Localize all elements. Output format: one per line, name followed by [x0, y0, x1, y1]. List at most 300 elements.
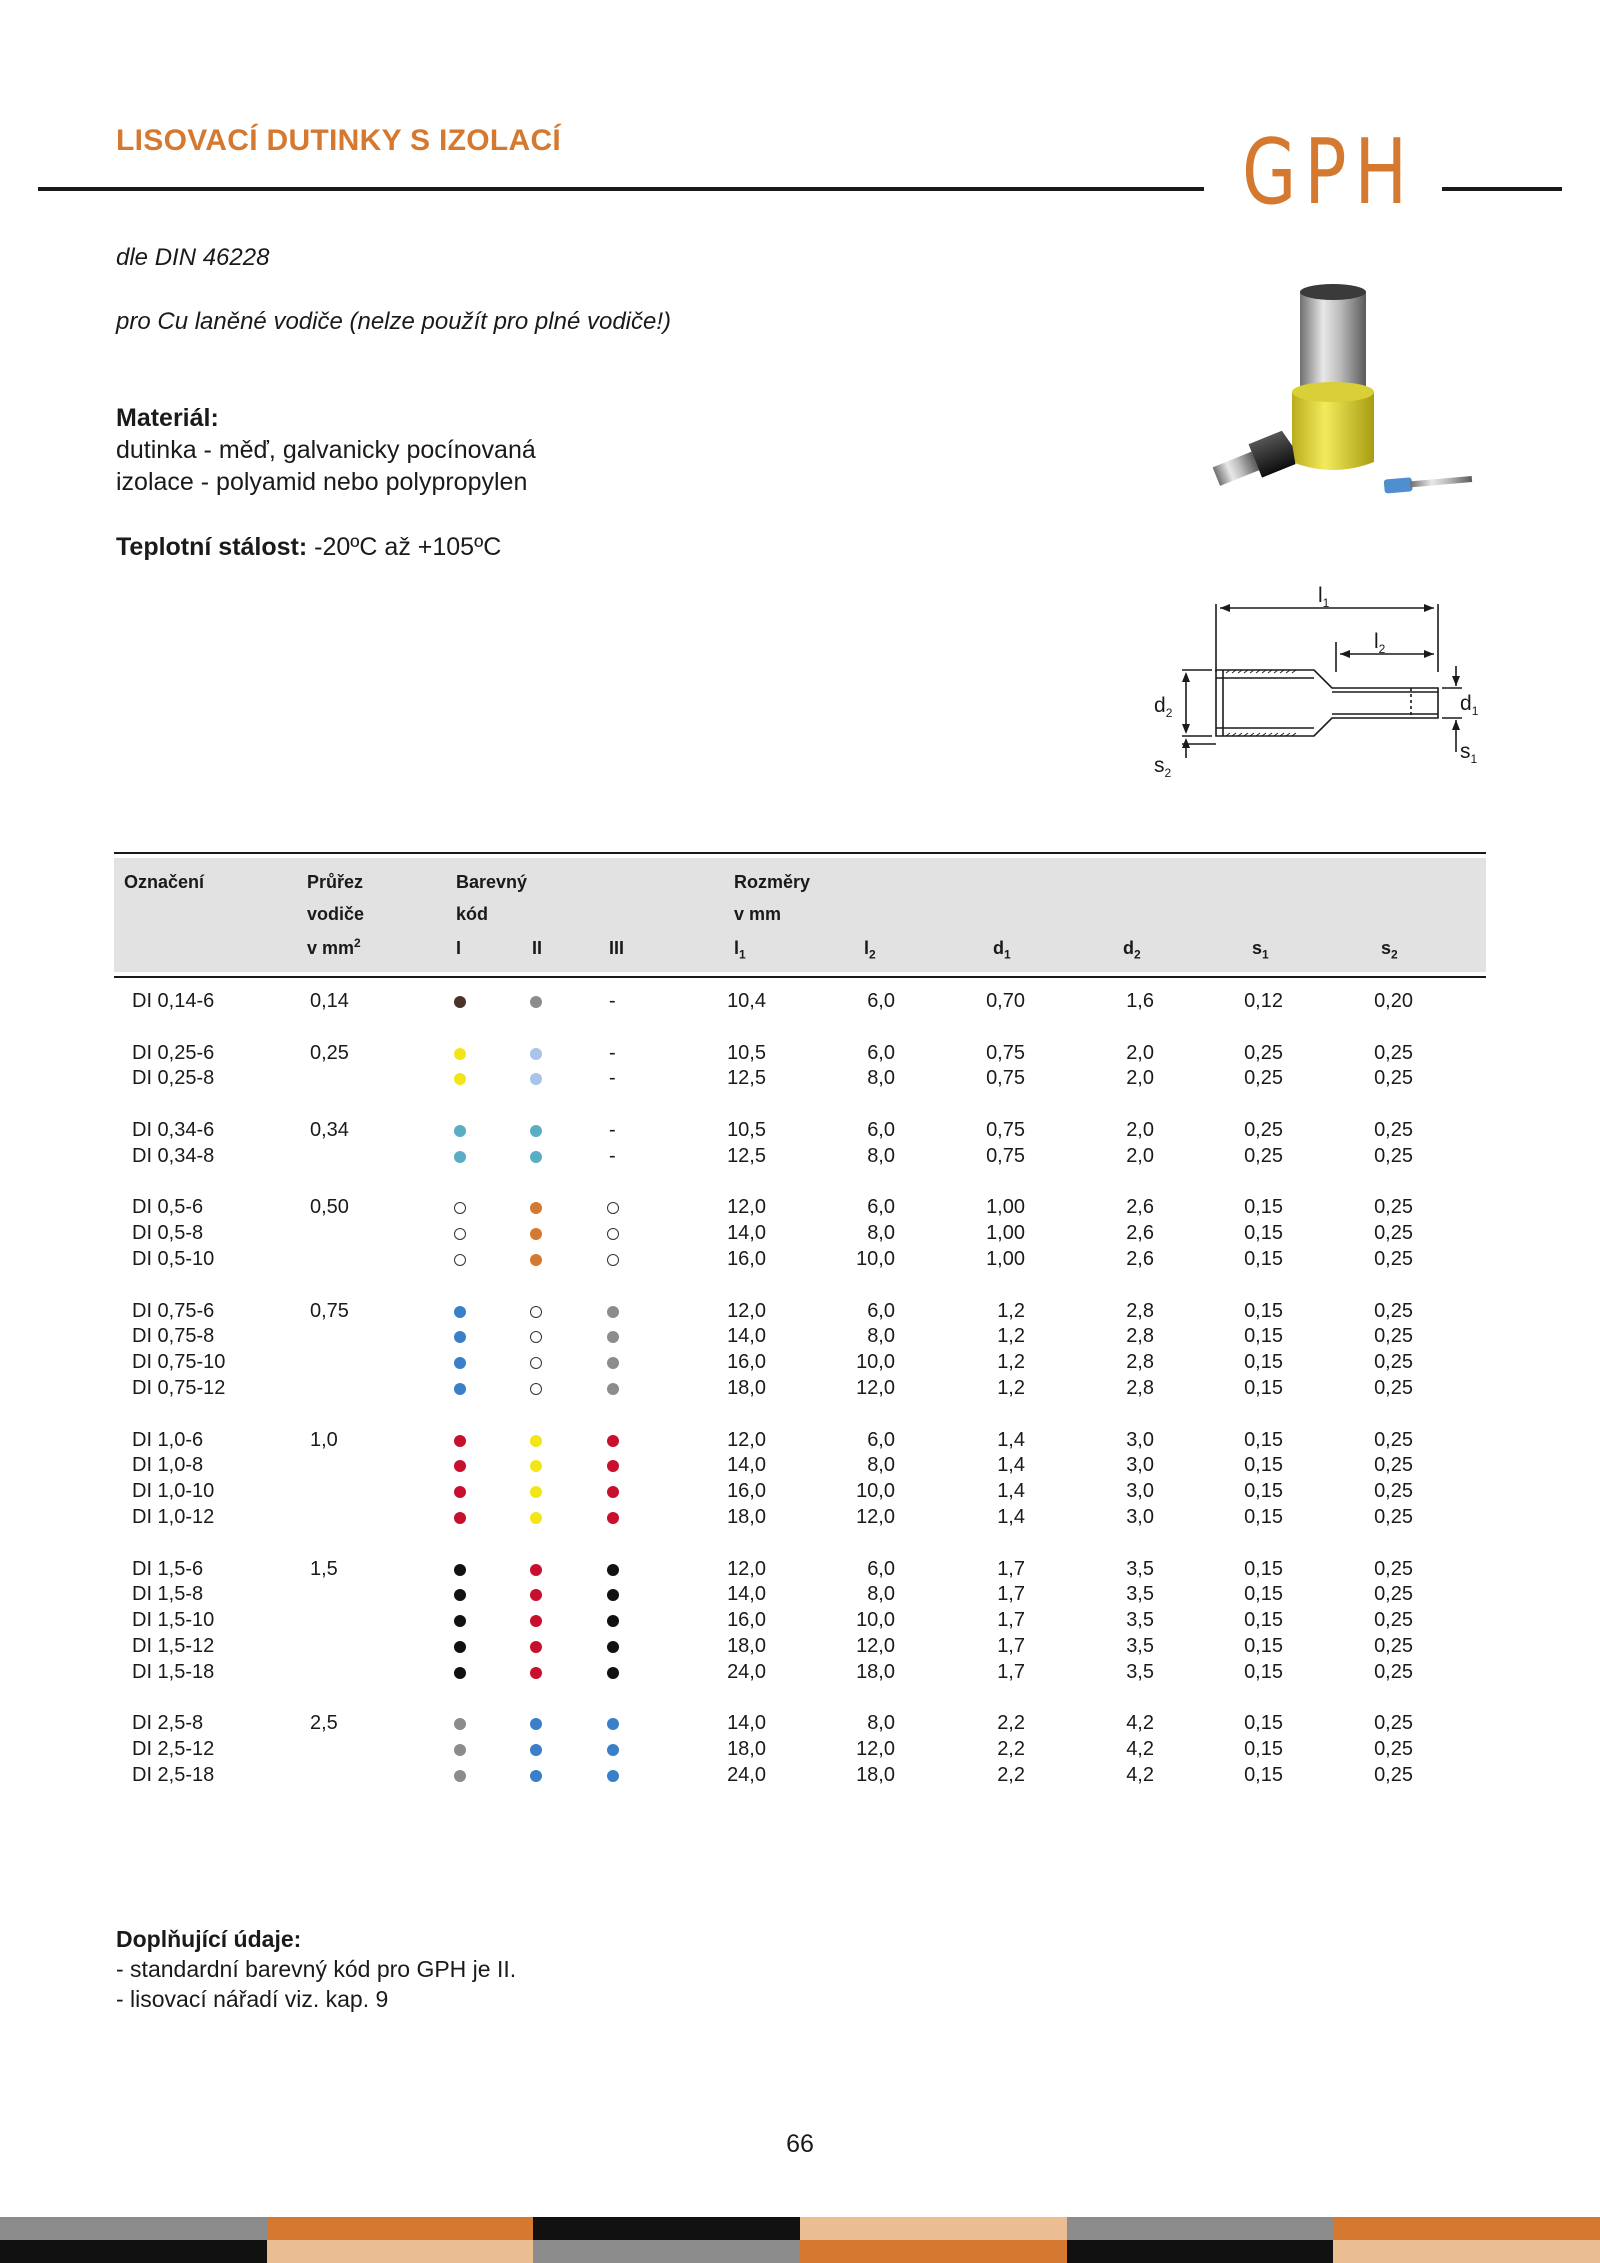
color-dot-lightblue: [530, 1073, 542, 1085]
cell-l2: 6,0: [867, 990, 895, 1012]
cell-name: DI 1,5-8: [132, 1583, 204, 1606]
cell-d2: 3,0: [1126, 1506, 1154, 1528]
cell-s2: 0,25: [1374, 1660, 1413, 1683]
header-l1: $l_1$: [734, 938, 746, 962]
cell-s2: 0,25: [1374, 1428, 1413, 1451]
band-segment: [1333, 2217, 1600, 2240]
cell-l2: 6,0: [867, 1557, 895, 1580]
cell-s1: 0,15: [1244, 1351, 1283, 1374]
color-dot-red: [530, 1641, 542, 1653]
cell-d1: 2,2: [997, 1712, 1025, 1735]
cell-l2: 12,0: [856, 1738, 895, 1761]
color-dot-turquoise: [454, 1151, 466, 1163]
color-dot-blue: [454, 1306, 466, 1318]
material-block: [116, 402, 536, 498]
diagram-d2-label: d: [1154, 694, 1166, 717]
cell-name: DI 0,25-6: [132, 1041, 215, 1064]
diagram-d2-sub: 2: [1165, 706, 1173, 720]
cell-name: DI 1,5-18: [132, 1660, 215, 1683]
cell-d2: 3,5: [1126, 1635, 1154, 1657]
material-line-1: dutinka - měď, galvanicky pocínovaná: [116, 436, 536, 464]
product-photo: [1196, 282, 1486, 512]
color-code-none: -: [609, 1041, 616, 1064]
cell-d2: 2,8: [1126, 1377, 1154, 1399]
cell-s2: 0,25: [1374, 1377, 1413, 1399]
cell-d1: 1,2: [997, 1325, 1025, 1348]
header-prurez-2: vodiče: [307, 904, 365, 924]
diagram-d1-sub: 1: [1471, 704, 1479, 718]
cell-d1: 1,4: [997, 1480, 1025, 1503]
header-barevny-2: kód: [456, 904, 489, 924]
cell-name: DI 2,5-8: [132, 1712, 204, 1735]
cell-l1: 18,0: [727, 1377, 766, 1399]
diagram-s2-sub: 2: [1164, 766, 1172, 780]
color-dot-white: [454, 1254, 466, 1266]
cell-name: DI 0,5-6: [132, 1196, 204, 1219]
table-top-rule: [114, 852, 1486, 854]
color-dot-black: [607, 1641, 619, 1653]
header-col-III: III: [609, 938, 625, 958]
header-prurez-1: Průřez: [307, 872, 364, 892]
cell-d2: 3,0: [1126, 1454, 1154, 1477]
cell-s1: 0,25: [1244, 1067, 1283, 1090]
header-s1: $s_1$: [1252, 938, 1269, 962]
diagram-l1-sub: 1: [1322, 596, 1330, 610]
cell-s2: 0,25: [1374, 1454, 1413, 1477]
cell-s2: 0,25: [1374, 1119, 1413, 1141]
usage-text: pro Cu laněné vodiče (nelze použít pro plné vodiče!): [116, 308, 671, 335]
cell-s1: 0,15: [1244, 1557, 1283, 1580]
cell-l1: 24,0: [727, 1764, 766, 1786]
cell-d2: 2,0: [1126, 1119, 1154, 1141]
color-dot-orange: [530, 1228, 542, 1240]
cell-d1: 1,7: [997, 1660, 1025, 1683]
cell-s1: 0,25: [1244, 1144, 1283, 1167]
material-label: Materiál:: [116, 404, 219, 432]
cell-l1: 10,4: [727, 990, 766, 1012]
cell-d1: 0,75: [986, 1144, 1025, 1167]
cell-l1: 14,0: [727, 1454, 766, 1477]
color-dot-red: [607, 1512, 619, 1524]
cell-l2: 10,0: [856, 1351, 895, 1374]
color-dot-yellow: [454, 1073, 466, 1085]
cell-l2: 8,0: [867, 1712, 895, 1735]
color-dot-black: [607, 1615, 619, 1627]
cell-l2: 12,0: [856, 1377, 895, 1399]
cell-s1: 0,15: [1244, 1583, 1283, 1606]
band-segment: [533, 2217, 800, 2240]
cell-s1: 0,15: [1244, 1738, 1283, 1761]
cell-d2: 2,8: [1126, 1299, 1154, 1322]
band-segment: [1333, 2240, 1600, 2263]
color-dot-turquoise: [530, 1125, 542, 1137]
color-dot-white: [530, 1331, 542, 1343]
cell-name: DI 1,0-6: [132, 1428, 204, 1451]
page-number: 66: [786, 2130, 814, 2158]
cell-d2: 2,0: [1126, 1144, 1154, 1167]
cell-d2: 2,0: [1126, 1041, 1154, 1064]
cell-name: DI 0,75-10: [132, 1351, 226, 1374]
svg-text:s1: [1460, 740, 1478, 766]
cell-s1: 0,15: [1244, 1428, 1283, 1451]
cell-s2: 0,25: [1374, 1299, 1413, 1322]
band-segment: [267, 2240, 534, 2263]
color-dot-white: [530, 1383, 542, 1395]
color-dot-white: [454, 1228, 466, 1240]
svg-text:l1: [1318, 584, 1330, 610]
cell-l1: 16,0: [727, 1351, 766, 1374]
cell-s2: 0,25: [1374, 1248, 1413, 1270]
color-dot-black: [454, 1641, 466, 1653]
cell-d2: 2,8: [1126, 1351, 1154, 1374]
norm-text: dle DIN 46228: [116, 244, 270, 271]
svg-text:d1: [1460, 692, 1479, 718]
cell-l2: 8,0: [867, 1583, 895, 1606]
notes-block: [116, 1924, 516, 2014]
cell-name: DI 0,34-6: [132, 1119, 215, 1141]
cell-name: DI 0,5-8: [132, 1222, 204, 1245]
cell-l2: 8,0: [867, 1144, 895, 1167]
cell-l2: 8,0: [867, 1067, 895, 1090]
cell-name: DI 1,0-12: [132, 1506, 215, 1528]
cell-d1: 1,2: [997, 1377, 1025, 1399]
cell-l2: 18,0: [856, 1764, 895, 1786]
diagram-s1-sub: 1: [1470, 752, 1478, 766]
band-segment: [1067, 2217, 1334, 2240]
cell-s2: 0,25: [1374, 1351, 1413, 1374]
cell-d1: 1,2: [997, 1351, 1025, 1374]
color-dot-blue: [454, 1383, 466, 1395]
band-segment: [1067, 2240, 1334, 2263]
cell-l2: 10,0: [856, 1480, 895, 1503]
color-dot-black: [607, 1564, 619, 1576]
color-dot-white: [607, 1202, 619, 1214]
cell-l1: 18,0: [727, 1506, 766, 1528]
color-dot-white: [530, 1357, 542, 1369]
cell-section: 1,0: [310, 1428, 338, 1451]
header-rule-right: [1442, 187, 1562, 191]
cell-s1: 0,15: [1244, 1248, 1283, 1270]
cell-section: 0,14: [310, 990, 349, 1012]
cell-name: DI 0,75-8: [132, 1325, 215, 1348]
cell-s1: 0,15: [1244, 1196, 1283, 1219]
color-dot-blue: [607, 1718, 619, 1730]
cell-l1: 12,0: [727, 1557, 766, 1580]
cell-l1: 12,0: [727, 1196, 766, 1219]
notes-label: Doplňující údaje:: [116, 1926, 302, 1952]
cell-s2: 0,25: [1374, 1196, 1413, 1219]
cell-name: DI 0,14-6: [132, 990, 215, 1012]
color-dot-brown: [454, 996, 466, 1008]
color-dot-blue: [530, 1744, 542, 1756]
diagram-l2-label: l: [1374, 630, 1379, 653]
cell-l2: 10,0: [856, 1609, 895, 1632]
color-dot-grey: [607, 1331, 619, 1343]
cell-name: DI 1,5-12: [132, 1635, 215, 1657]
cell-d1: 2,2: [997, 1738, 1025, 1761]
band-segment: [533, 2240, 800, 2263]
cell-s2: 0,25: [1374, 1506, 1413, 1528]
cell-s2: 0,25: [1374, 1041, 1413, 1064]
cell-s1: 0,15: [1244, 1325, 1283, 1348]
cell-d2: 2,6: [1126, 1222, 1154, 1245]
color-dot-red: [454, 1460, 466, 1472]
dimension-diagram: [1146, 582, 1492, 792]
color-dot-black: [454, 1589, 466, 1601]
color-dot-blue: [607, 1744, 619, 1756]
color-dot-black: [607, 1667, 619, 1679]
cell-l1: 18,0: [727, 1738, 766, 1761]
cell-s1: 0,12: [1244, 990, 1283, 1012]
cell-s2: 0,25: [1374, 1480, 1413, 1503]
cell-d1: 1,7: [997, 1635, 1025, 1657]
color-dot-black: [454, 1667, 466, 1679]
color-dot-yellow: [454, 1048, 466, 1060]
color-dot-red: [454, 1435, 466, 1447]
cell-l1: 14,0: [727, 1222, 766, 1245]
cell-d1: 1,7: [997, 1609, 1025, 1632]
color-dot-orange: [530, 1202, 542, 1214]
cell-section: 1,5: [310, 1557, 338, 1580]
color-dot-turquoise: [530, 1151, 542, 1163]
cell-d2: 3,0: [1126, 1480, 1154, 1503]
cell-s1: 0,15: [1244, 1506, 1283, 1528]
color-dot-white: [530, 1306, 542, 1318]
cell-s1: 0,25: [1244, 1041, 1283, 1064]
color-dot-yellow: [530, 1512, 542, 1524]
color-code-none: -: [609, 1144, 616, 1167]
cell-section: 2,5: [310, 1712, 338, 1735]
cell-s1: 0,15: [1244, 1609, 1283, 1632]
cell-l2: 8,0: [867, 1454, 895, 1477]
cell-l1: 12,5: [727, 1144, 766, 1167]
cell-section: 0,25: [310, 1041, 349, 1064]
color-code-none: -: [609, 990, 616, 1012]
cell-section: 0,50: [310, 1196, 349, 1219]
cell-name: DI 0,34-8: [132, 1144, 215, 1167]
footer-band-top: [0, 2217, 1600, 2240]
color-dot-grey: [607, 1383, 619, 1395]
cell-l1: 10,5: [727, 1119, 766, 1141]
diagram-l2-sub: 2: [1378, 642, 1386, 656]
cell-l1: 14,0: [727, 1325, 766, 1348]
color-dot-white: [454, 1202, 466, 1214]
cell-s2: 0,20: [1374, 990, 1413, 1012]
cell-d1: 1,2: [997, 1299, 1025, 1322]
cell-l2: 6,0: [867, 1041, 895, 1064]
cell-name: DI 1,0-8: [132, 1454, 204, 1477]
header-l2: $l_2$: [864, 938, 876, 962]
cell-d2: 4,2: [1126, 1738, 1154, 1761]
cell-d2: 4,2: [1126, 1764, 1154, 1786]
color-code-none: -: [609, 1067, 616, 1090]
cell-name: DI 2,5-18: [132, 1764, 215, 1786]
color-dot-black: [454, 1564, 466, 1576]
cell-d1: 1,4: [997, 1506, 1025, 1528]
header-s2: $s_2$: [1381, 938, 1398, 962]
color-dot-blue: [454, 1331, 466, 1343]
header-prurez-3: v $mm^2$: [307, 936, 361, 958]
header-col-I: I: [456, 938, 462, 958]
cell-d1: 1,4: [997, 1454, 1025, 1477]
diagram-d1-label: d: [1460, 692, 1472, 715]
cell-name: DI 1,5-10: [132, 1609, 215, 1632]
color-dot-red: [530, 1667, 542, 1679]
cell-l2: 8,0: [867, 1325, 895, 1348]
footer-band-bottom: [0, 2240, 1600, 2263]
color-dot-turquoise: [454, 1125, 466, 1137]
color-dot-white: [607, 1228, 619, 1240]
cell-d1: 1,7: [997, 1557, 1025, 1580]
cell-d2: 2,8: [1126, 1325, 1154, 1348]
cell-l1: 10,5: [727, 1041, 766, 1064]
table-header-rule: [114, 976, 1486, 978]
cell-d1: 0,70: [986, 990, 1025, 1012]
svg-text:d2: [1154, 694, 1173, 720]
svg-text:s2: [1154, 754, 1172, 780]
cell-s2: 0,25: [1374, 1067, 1413, 1090]
cell-d2: 3,5: [1126, 1583, 1154, 1606]
cell-d1: 0,75: [986, 1119, 1025, 1141]
cell-l1: 18,0: [727, 1635, 766, 1657]
band-segment: [267, 2217, 534, 2240]
color-dot-red: [607, 1435, 619, 1447]
color-dot-red: [607, 1460, 619, 1472]
band-segment: [0, 2217, 267, 2240]
brand-logo: GPH: [1242, 120, 1415, 225]
color-dot-grey: [454, 1718, 466, 1730]
material-line-2: izolace - polyamid nebo polypropylen: [116, 468, 528, 496]
color-dot-red: [607, 1486, 619, 1498]
cell-d2: 1,6: [1126, 990, 1154, 1012]
cell-l1: 16,0: [727, 1480, 766, 1503]
color-dot-orange: [530, 1254, 542, 1266]
cell-l1: 14,0: [727, 1583, 766, 1606]
cell-d1: 1,4: [997, 1428, 1025, 1451]
color-dot-red: [454, 1512, 466, 1524]
cell-l1: 16,0: [727, 1248, 766, 1270]
cell-s1: 0,15: [1244, 1377, 1283, 1399]
header-barevny-1: Barevný: [456, 872, 528, 892]
cell-d1: 1,00: [986, 1196, 1025, 1219]
cell-s1: 0,15: [1244, 1635, 1283, 1657]
cell-d2: 3,5: [1126, 1609, 1154, 1632]
cell-s1: 0,15: [1244, 1712, 1283, 1735]
cell-d2: 3,5: [1126, 1660, 1154, 1683]
cell-d2: 2,6: [1126, 1196, 1154, 1219]
color-dot-blue: [530, 1718, 542, 1730]
cell-l2: 18,0: [856, 1660, 895, 1683]
cell-name: DI 0,75-6: [132, 1299, 215, 1322]
cell-d1: 0,75: [986, 1041, 1025, 1064]
notes-line-1: - standardní barevný kód pro GPH je II.: [116, 1956, 517, 1982]
header-d1: $d_1$: [993, 938, 1011, 962]
header-oznaceni: Označení: [124, 872, 205, 892]
diagram-s1-label: s: [1460, 740, 1471, 763]
color-code-none: -: [609, 1119, 616, 1141]
header-d2: $d_2$: [1123, 938, 1141, 962]
color-dot-yellow: [530, 1486, 542, 1498]
cell-d2: 2,0: [1126, 1067, 1154, 1090]
band-segment: [0, 2240, 267, 2263]
diagram-l1-label: l: [1318, 584, 1323, 607]
cell-l1: 24,0: [727, 1660, 766, 1683]
cell-s2: 0,25: [1374, 1712, 1413, 1735]
color-dot-black: [607, 1589, 619, 1601]
cell-s1: 0,15: [1244, 1222, 1283, 1245]
notes-line-2: - lisovací nářadí viz. kap. 9: [116, 1986, 389, 2012]
cell-s1: 0,15: [1244, 1454, 1283, 1477]
band-segment: [800, 2217, 1067, 2240]
cell-l2: 10,0: [856, 1248, 895, 1270]
color-dot-black: [454, 1615, 466, 1627]
cell-s2: 0,25: [1374, 1144, 1413, 1167]
cell-l1: 12,5: [727, 1067, 766, 1090]
cell-l2: 8,0: [867, 1222, 895, 1245]
color-dot-grey: [607, 1306, 619, 1318]
cell-name: DI 0,75-12: [132, 1377, 226, 1399]
color-dot-red: [530, 1589, 542, 1601]
cell-d2: 3,0: [1126, 1428, 1154, 1451]
cell-s1: 0,15: [1244, 1660, 1283, 1683]
temperature-value: -20ºC až +105ºC: [314, 533, 502, 561]
color-dot-red: [530, 1615, 542, 1627]
header-rule-left: [38, 187, 1204, 191]
cell-s2: 0,25: [1374, 1583, 1413, 1606]
cell-s2: 0,25: [1374, 1325, 1413, 1348]
cell-name: DI 1,0-10: [132, 1480, 215, 1503]
cell-d2: 2,6: [1126, 1248, 1154, 1270]
temperature-block: [116, 531, 501, 563]
header-col-II: II: [532, 938, 543, 958]
cell-name: DI 2,5-12: [132, 1738, 215, 1761]
page-title: LISOVACÍ DUTINKY S IZOLACÍ: [116, 124, 562, 157]
color-dot-blue: [607, 1770, 619, 1782]
color-dot-red: [454, 1486, 466, 1498]
cell-section: 0,34: [310, 1119, 349, 1141]
color-dot-white: [607, 1254, 619, 1266]
cell-s2: 0,25: [1374, 1764, 1413, 1786]
cell-d1: 1,00: [986, 1248, 1025, 1270]
cell-s2: 0,25: [1374, 1609, 1413, 1632]
color-dot-yellow: [530, 1435, 542, 1447]
cell-d2: 4,2: [1126, 1712, 1154, 1735]
color-dot-grey: [454, 1770, 466, 1782]
color-dot-lightblue: [530, 1048, 542, 1060]
temperature-label: Teplotní stálost:: [116, 533, 308, 561]
cell-d2: 3,5: [1126, 1557, 1154, 1580]
cell-l2: 12,0: [856, 1506, 895, 1528]
cell-s2: 0,25: [1374, 1738, 1413, 1761]
cell-s2: 0,25: [1374, 1222, 1413, 1245]
cell-l2: 6,0: [867, 1428, 895, 1451]
cell-l2: 6,0: [867, 1299, 895, 1322]
cell-l2: 12,0: [856, 1635, 895, 1657]
color-dot-grey: [530, 996, 542, 1008]
cell-l1: 12,0: [727, 1428, 766, 1451]
cell-d1: 1,7: [997, 1583, 1025, 1606]
svg-text:l2: [1374, 630, 1386, 656]
cell-s1: 0,15: [1244, 1299, 1283, 1322]
diagram-s2-label: s: [1154, 754, 1165, 777]
cell-d1: 0,75: [986, 1067, 1025, 1090]
color-dot-blue: [454, 1357, 466, 1369]
color-dot-red: [530, 1564, 542, 1576]
cell-s2: 0,25: [1374, 1635, 1413, 1657]
band-segment: [800, 2240, 1067, 2263]
cell-section: 0,75: [310, 1299, 349, 1322]
cell-s1: 0,25: [1244, 1119, 1283, 1141]
